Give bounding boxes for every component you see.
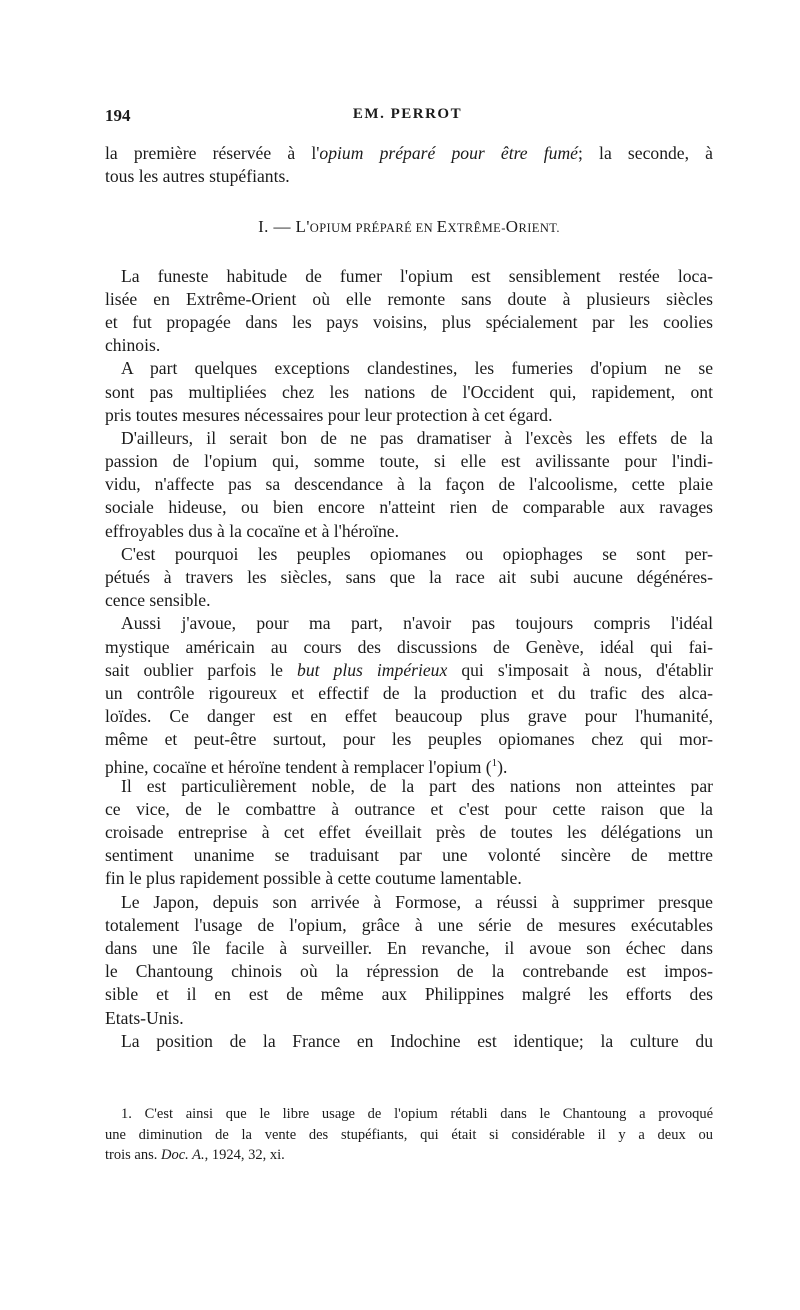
- text-line: la première réservée à l'opium préparé pour être fumé; la seconde, à: [105, 143, 713, 163]
- text-line: Il est particulièrement noble, de la part des nations non atteintes par: [121, 775, 713, 796]
- footnote-line: 1. C'est ainsi que le libre usage de l'opium rétabli dans le Chantoung a provoqué: [121, 1106, 713, 1122]
- text-line: mystique américain au cours des discussions de Genève, idéal qui fai-: [105, 636, 713, 657]
- text-line: croisade entreprise à cet effet éveillait près de toutes les délégations un: [105, 822, 713, 843]
- text-line: ce vice, de le combattre à outrance et c'est pour cette raison que la: [105, 798, 713, 819]
- footnote-line: une diminution de la vente des stupéfiants, qui était si considérable il y a deux ou: [105, 1126, 713, 1143]
- text-line: phine, cocaïne et héroïne tendent à remplacer l'opium ($^1$).: [105, 756, 508, 777]
- section-heading: I. — L'OPIUM PRÉPARÉ EN EXTRÊME-ORIENT.: [258, 217, 560, 237]
- text-line: La position de la France en Indochine est identique; la culture du: [121, 1030, 713, 1051]
- text-line: chinois.: [105, 335, 161, 356]
- text-line: même et peut-être surtout, pour les peuples opiomanes chez qui mor-: [105, 729, 713, 750]
- footnote-ref: 1: [491, 756, 498, 769]
- footnote-line: trois ans. Doc. A., 1924, 32, xi.: [105, 1147, 285, 1163]
- text-line: Le Japon, depuis son arrivée à Formose, a réussi à supprimer presque: [121, 891, 713, 912]
- text-line: fin le plus rapidement possible à cette coutume lamentable.: [105, 868, 522, 889]
- text-line: loïdes. Ce danger est en effet beaucoup plus grave pour l'humanité,: [105, 706, 713, 727]
- text-line: sentiment unanime se traduisant par une volonté sincère de mettre: [105, 845, 713, 866]
- body-text: [105, 142, 713, 1053]
- text-line: sible et il en est de même aux Philippines malgré les efforts des: [105, 984, 713, 1005]
- text-line: dans une île facile à surveiller. En revanche, il avoue son échec dans: [105, 938, 713, 958]
- text-line: C'est pourquoi les peuples opiomanes ou opiophages se sont per-: [121, 543, 713, 564]
- text-line: pétués à travers les siècles, sans que la race ait subi aucune dégénéres-: [105, 567, 713, 587]
- text-line: A part quelques exceptions clandestines, les fumeries d'opium ne se: [121, 358, 713, 379]
- text-line: sociale hideuse, ou bien encore n'atteint rien de comparable aux ravages: [105, 497, 713, 518]
- text-line: et fut propagée dans les pays voisins, plus spécialement par les coolies: [105, 311, 713, 332]
- footnote: [105, 1104, 713, 1166]
- page-header: [105, 106, 710, 130]
- text-line: le Chantoung chinois où la répression de la contrebande est impos-: [105, 961, 713, 982]
- text-line: sont pas multipliées chez les nations de l'Occident qui, rapidement, ont: [105, 381, 713, 402]
- running-title: EM. PERROT: [352, 106, 463, 122]
- text-line: Etats-Unis.: [105, 1007, 184, 1028]
- text-line: un contrôle rigoureux et effectif de la production et du trafic des alca-: [105, 682, 713, 703]
- text-line: cence sensible.: [105, 590, 211, 611]
- page-number: 194: [105, 106, 131, 125]
- text-line: vidu, n'affecte pas sa descendance à la façon de l'alcoolisme, cette plaie: [105, 474, 713, 495]
- text-line: sait oublier parfois le but plus impérieux qui s'imposait à nous, d'établir: [105, 659, 713, 680]
- text-line: passion de l'opium qui, somme toute, si elle est avilissante pour l'indi-: [105, 451, 713, 472]
- text-line: pris toutes mesures nécessaires pour leur protection à cet égard.: [105, 404, 553, 425]
- text-line: effroyables dus à la cocaïne et à l'héroïne.: [105, 520, 399, 541]
- text-line: La funeste habitude de fumer l'opium est sensiblement restée loca-: [121, 265, 713, 286]
- text-line: tous les autres stupéfiants.: [105, 166, 290, 187]
- text-line: totalement l'usage de l'opium, grâce à une série de mesures exécutables: [105, 914, 713, 935]
- text-line: lisée en Extrême-Orient où elle remonte sans doute à plusieurs siècles: [105, 288, 713, 309]
- text-line: D'ailleurs, il serait bon de ne pas dramatiser à l'excès les effets de la: [121, 427, 713, 448]
- text-line: Aussi j'avoue, pour ma part, n'avoir pas toujours compris l'idéal: [121, 613, 713, 634]
